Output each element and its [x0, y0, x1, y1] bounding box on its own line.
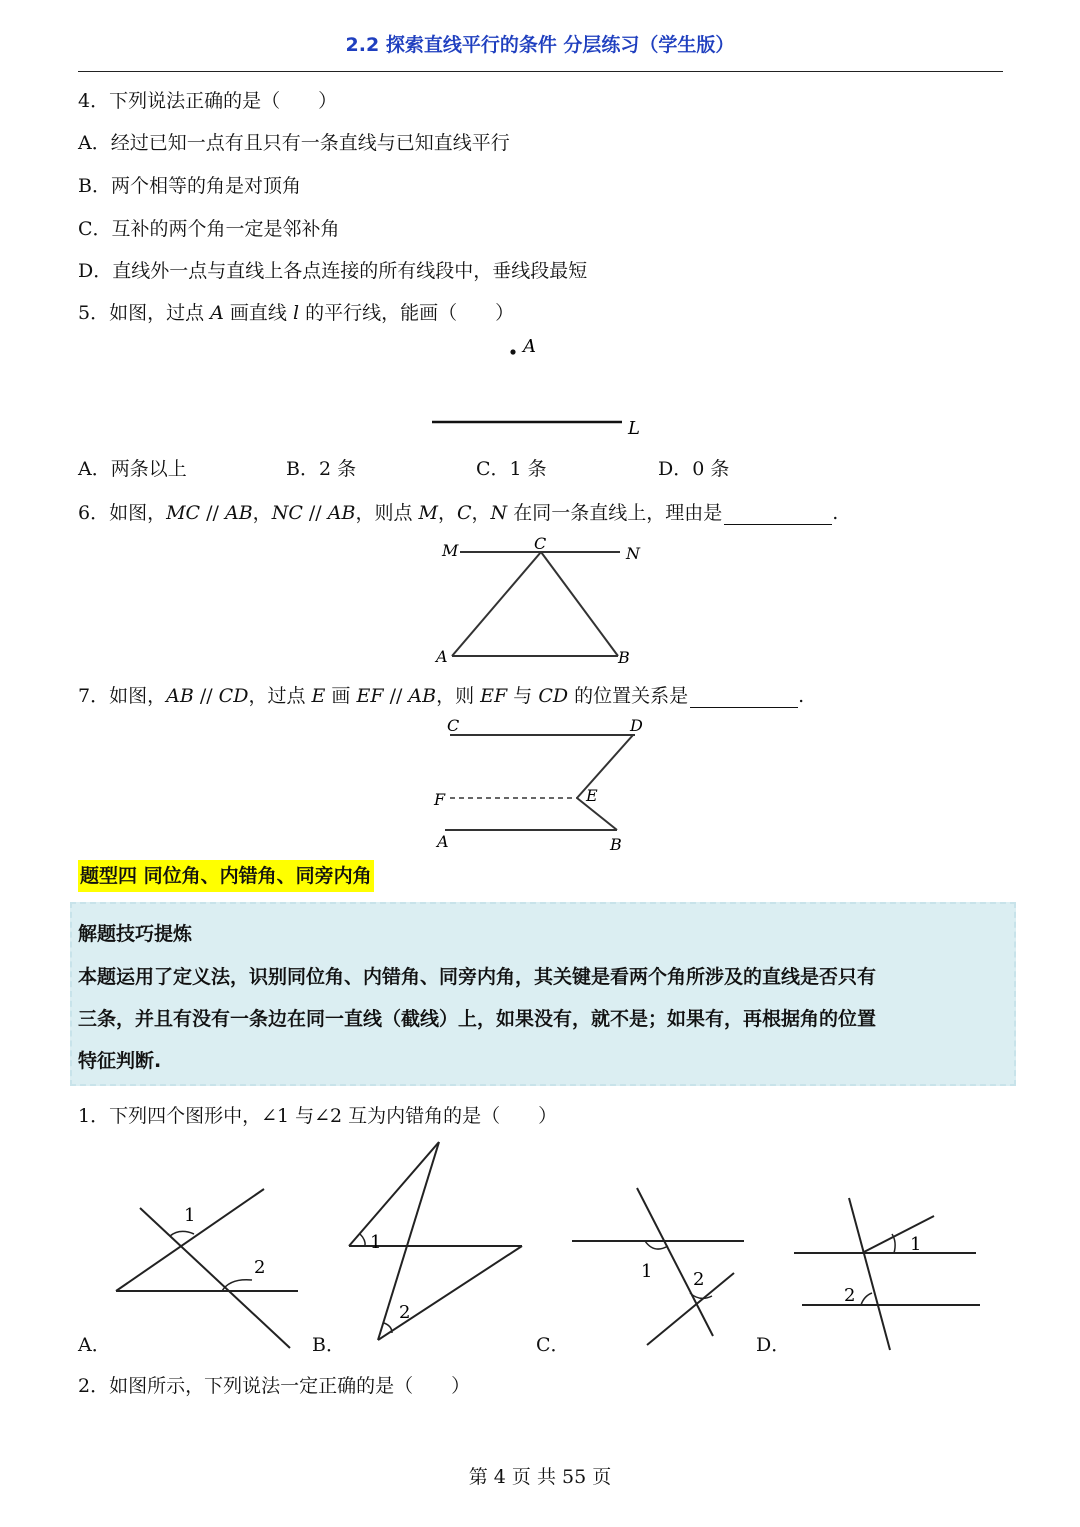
header-divider [78, 71, 1003, 72]
q4-option-d: D．直线外一点与直线上各点连接的所有线段中，垂线段最短 [78, 260, 588, 282]
q4-stem: 4．下列说法正确的是（ ） [78, 90, 338, 112]
fig-a-angle-1: 1 [184, 1205, 196, 1226]
q4-option-a: A．经过已知一点有且只有一条直线与已知直线平行 [78, 132, 510, 154]
s4q1-stem: 1．下列四个图形中，∠1 与∠2 互为内错角的是（ ） [78, 1105, 558, 1127]
q7-label-e: E [586, 786, 598, 805]
q7-label-c: C [447, 716, 460, 735]
q7-label-a: A [437, 832, 449, 851]
fig-a-angle-2: 2 [254, 1257, 266, 1278]
fig-b-angle-2: 2 [399, 1302, 411, 1323]
section-label-type4: 题型四 同位角、内错角、同旁内角 [78, 860, 374, 892]
q7-label-b: B [610, 835, 622, 854]
fig-d-angle-1: 1 [910, 1234, 922, 1255]
q6-label-c: C [534, 534, 547, 553]
tip-line-3: 特征判断. [78, 1050, 162, 1072]
q7-answer-blank [690, 689, 798, 708]
figure-b [349, 1142, 522, 1340]
q6-answer-blank [724, 506, 832, 525]
tip-title: 解题技巧提炼 [78, 923, 193, 945]
tip-box [70, 902, 1016, 1086]
page-footer: 第 4 页 共 55 页 [468, 1466, 612, 1488]
q5-label-a: A [523, 336, 536, 357]
fig-b-angle-1: 1 [370, 1232, 382, 1253]
q6-label-m: M [442, 541, 459, 560]
q5-figure [420, 330, 660, 440]
tip-line-2: 三条，并且有没有一条边在同一直线（截线）上，如果没有，就不是；如果有，再根据角的位置 [78, 1008, 877, 1030]
q5-option-b: B．2 条 [286, 458, 357, 480]
q6-label-b: B [618, 648, 630, 667]
figure-c [572, 1188, 744, 1345]
s4q1-option-c: C． [536, 1334, 570, 1356]
s4q1-option-d: D． [756, 1334, 791, 1356]
q4-option-b: B．两个相等的角是对顶角 [78, 175, 301, 197]
s4q1-option-a: A． [78, 1334, 111, 1356]
q6-label-n: N [626, 544, 640, 563]
q5-option-a: A．两条以上 [78, 458, 187, 480]
q4-option-c: C．互补的两个角一定是邻补角 [78, 218, 340, 240]
q6-label-a: A [436, 647, 448, 666]
fig-c-angle-2: 2 [693, 1269, 705, 1290]
q6-stem: 6．如图，MC // AB，NC // AB，则点 M，C，N 在同一条直线上，理由是 . [78, 502, 839, 524]
figure-d [794, 1198, 980, 1350]
q5-label-l: L [628, 418, 640, 439]
q7-label-f: F [434, 790, 446, 809]
fig-c-angle-1: 1 [641, 1261, 653, 1282]
segment-ca [452, 552, 541, 656]
page-header-title: 2.2 探索直线平行的条件 分层练习（学生版） [345, 34, 735, 56]
s4q1-figures [0, 1130, 1080, 1360]
s4q1-option-b: B． [312, 1334, 345, 1356]
q7-figure [425, 712, 660, 857]
tip-line-1: 本题运用了定义法，识别同位角、内错角、同旁内角，其关键是看两个角所涉及的直线是否只有 [78, 966, 877, 988]
q7-label-d: D [630, 716, 643, 735]
q6-figure [430, 532, 650, 672]
s4q2-stem: 2．如图所示，下列说法一定正确的是（ ） [78, 1375, 471, 1397]
q5-stem: 5．如图，过点 A 画直线 l 的平行线，能画（ ） [78, 302, 515, 324]
q5-option-d: D．0 条 [658, 458, 730, 480]
q7-stem: 7．如图，AB // CD，过点 E 画 EF // AB，则 EF 与 CD 的位置关系是 . [78, 685, 805, 707]
point-a-dot [510, 349, 515, 354]
q5-option-c: C．1 条 [476, 458, 547, 480]
segment-cb [541, 552, 618, 656]
fig-d-angle-2: 2 [844, 1285, 856, 1306]
figure-a [116, 1189, 298, 1348]
